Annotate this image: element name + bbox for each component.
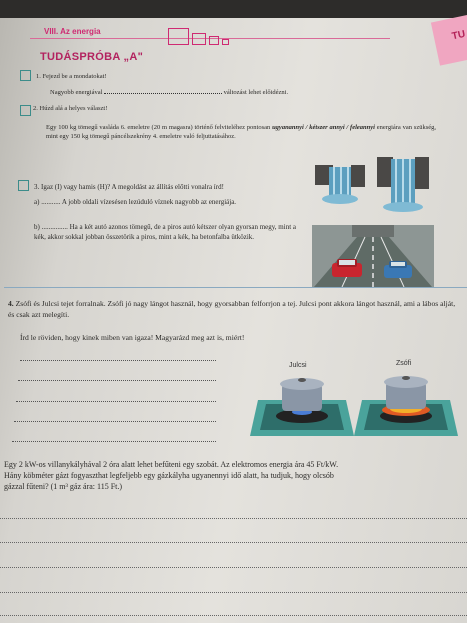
q5-answer-line[interactable] xyxy=(0,615,467,616)
q1-number: 1. xyxy=(36,73,41,80)
section-divider xyxy=(4,287,467,288)
q5-answer-line[interactable] xyxy=(0,542,467,543)
q2-text-3: feljuttatásához. xyxy=(196,133,236,141)
q5-answer-line[interactable] xyxy=(0,567,467,568)
q1-line xyxy=(36,72,107,81)
q3-b-text-2: gyorsan megy, mint a kék, akkor sokkal jobban összetörik a piros, mint xyxy=(34,223,296,242)
waterfall-left xyxy=(315,165,365,204)
q2-body xyxy=(46,123,436,142)
q3-checkbox[interactable] xyxy=(18,180,29,191)
photo-background-top xyxy=(0,0,467,18)
box-icon xyxy=(192,33,206,45)
q1-sentence-start: Nagyobb energiával xyxy=(50,89,103,96)
waterfalls-illustration xyxy=(315,155,450,215)
corner-tab-text: TU xyxy=(450,28,466,43)
q5-answer-line[interactable] xyxy=(0,518,467,519)
q3-instruction: Igaz (I) vagy hamis (H)? A megoldást az állítás előtti vonalra írd! xyxy=(41,183,224,191)
q3-a xyxy=(34,197,314,207)
waterfall-right xyxy=(377,157,429,212)
q5-text-3: gázzal fűteni? (1 m³ gáz ára: 115 Ft.) xyxy=(4,481,123,491)
q3-a-label: a) xyxy=(34,198,40,206)
q2-choice-same[interactable]: ugyanannyi / xyxy=(272,124,308,131)
test-title: TUDÁSPRÓBA „A" xyxy=(40,51,144,63)
q3-b xyxy=(34,222,302,242)
q1-instruction: Fejezd be a mondatokat! xyxy=(42,73,107,80)
cars-road-illustration xyxy=(312,225,434,287)
q4-answer-line[interactable] xyxy=(16,401,216,402)
stoves-illustration xyxy=(250,372,460,440)
q3-b-blank[interactable]: ............... xyxy=(41,223,68,231)
q1-checkbox[interactable] xyxy=(20,70,31,81)
q3-a-blank[interactable]: ........... xyxy=(41,198,61,206)
chapter-title: VIII. Az energia xyxy=(44,27,101,36)
q1-answer-blank[interactable] xyxy=(104,93,222,94)
q4-answer-line[interactable] xyxy=(18,380,216,381)
q4-text-1: Zsófi és Julcsi tejet forralnak. Zsófi jó nagy lángot használ, hogy gyorsabban felforrjon a tej. Julcsi pont xyxy=(15,299,332,308)
stove-zsofi xyxy=(354,376,458,436)
q5-answer-line[interactable] xyxy=(0,592,467,593)
q5-text-1: Egy 2 kW-os villanykályhával 2 óra alatt lehet befűteni egy szobát. Az elektromos energia ára 45 Ft/kW. xyxy=(4,460,339,469)
q3-b-text-3: a kék, ha betonfalba ütközik. xyxy=(173,233,255,242)
q4-text-2: akkora lángot használ, ami a lábos alját, és csak azt melegíti. xyxy=(8,299,456,319)
q4-answer-line[interactable] xyxy=(14,421,216,422)
q2-line xyxy=(33,104,107,113)
q2-text-2: energiára van szükség, mint egy 150 kg tömegű páncélszekrény 4. emeletre való xyxy=(46,124,436,141)
label-zsofi: Zsófi xyxy=(396,360,412,367)
q4-prompt: Írd le röviden, hogy kinek miben van igaza! Magyarázd meg azt is, miért! xyxy=(20,333,245,342)
q2-instruction: Húzd alá a helyes választ! xyxy=(39,105,108,112)
q4-answer-line[interactable] xyxy=(20,360,216,361)
q2-number: 2. xyxy=(33,105,38,112)
stove-julcsi xyxy=(250,378,354,436)
q4-text xyxy=(8,298,463,320)
q5-text xyxy=(4,460,467,492)
q3-line xyxy=(34,182,304,192)
box-icon xyxy=(209,36,219,45)
box-icon xyxy=(168,28,189,45)
q4-answer-line[interactable] xyxy=(12,441,216,442)
q3-b-label: b) xyxy=(34,223,40,231)
q3-number: 3. xyxy=(34,183,40,191)
q2-checkbox[interactable] xyxy=(20,105,31,116)
box-icon xyxy=(222,39,229,45)
q5-text-2: Hány köbméter gázt fogyaszthat legfeljebb egy gázkályha ugyanennyi idő alatt, ha tudjuk, hogy olcsób xyxy=(4,470,334,480)
q3-b-text-1: Ha a két autó azonos tömegű, de a piros autó kétszer olyan xyxy=(69,223,235,231)
q3-a-text: A jobb oldali vízesésen lezúduló víznek nagyobb az energiája. xyxy=(61,198,237,206)
label-julcsi: Julcsi xyxy=(289,362,307,369)
q2-text-1: Egy 100 kg tömegű vasláda 6. emeletre (20 m magasra) történő felviteléhez pontosan xyxy=(46,124,271,131)
q4-number: 4. xyxy=(8,299,14,308)
chapter-box-icons xyxy=(168,28,229,45)
q1-sentence-end: változást lehet előidézni. xyxy=(223,89,289,96)
q1-sentence xyxy=(50,88,380,97)
q2-choice-double-half[interactable]: kétszer annyi / feleannyi xyxy=(309,124,375,131)
